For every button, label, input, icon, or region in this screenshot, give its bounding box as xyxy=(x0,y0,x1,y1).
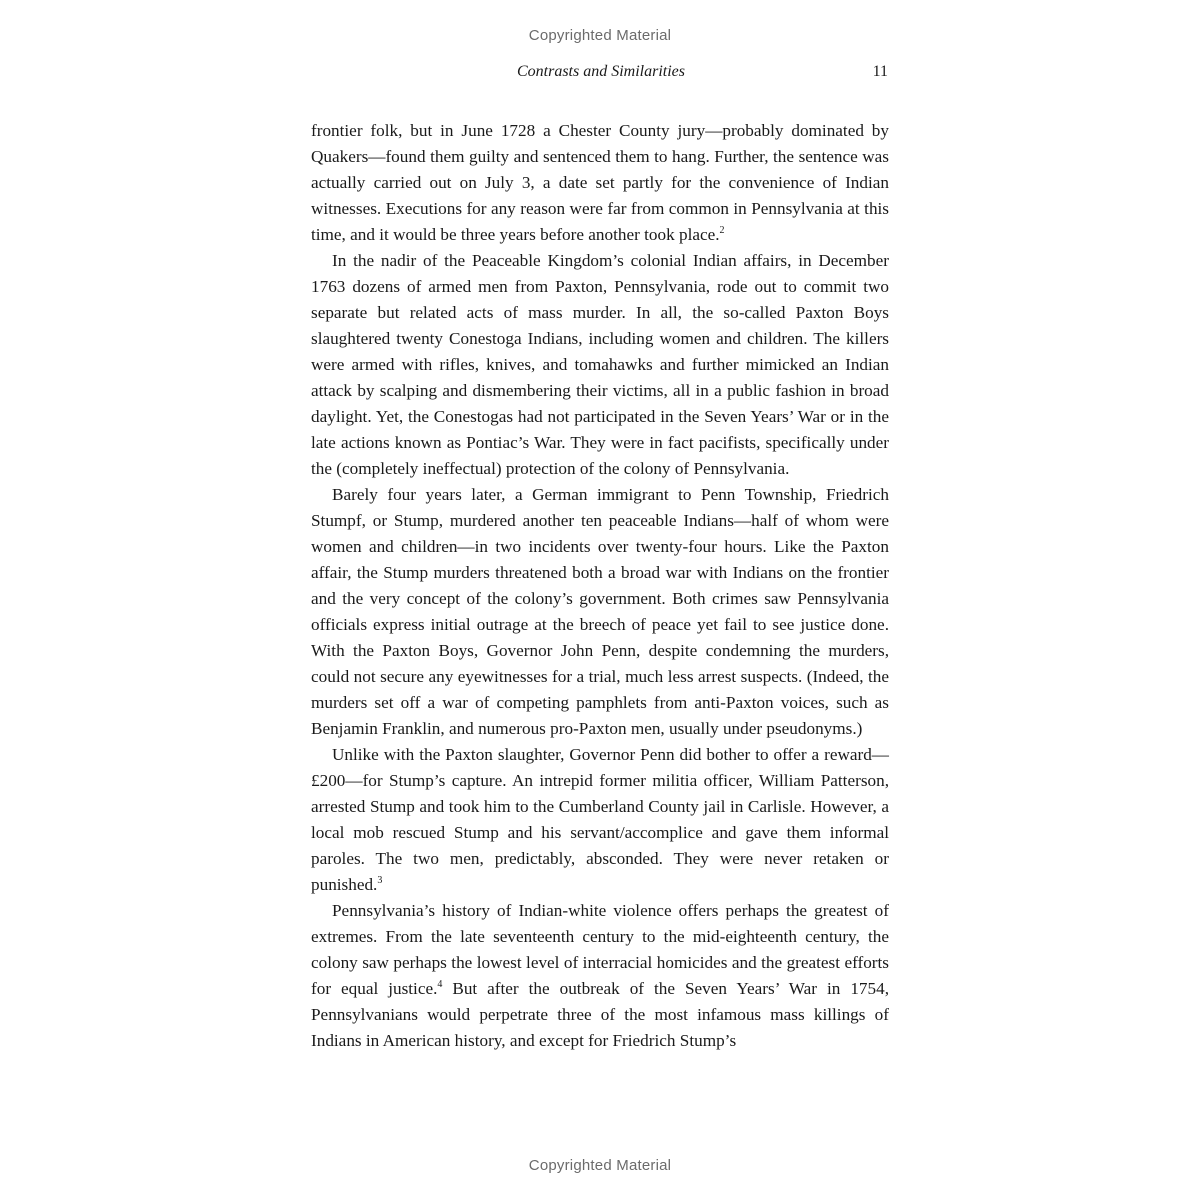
paragraph-2 xyxy=(311,248,889,482)
paragraph-text: frontier folk, but in June 1728 a Chester County jury—probably dominated by Quakers—found them guilty and sentenced them to hang. Further, the sentence was actually carried out on July 3, a date set partly for the convenience of Indian witnesses. Executions for any reason were far from common in Pennsylvania at this time, and it would be three years before another took place. xyxy=(311,121,889,244)
paragraph-text: But after the outbreak of the Seven Years’ War in 1754, Pennsylvanians would perpetrate three of the most infamous mass killings of Indians in American history, and except for Friedrich Stump’s xyxy=(311,979,889,1050)
paragraph-text: In the nadir of the Peaceable Kingdom’s colonial Indian affairs, in December 1763 dozens of armed men from Paxton, Pennsylvania, rode out to commit two separate but related acts of mass murder. In all, the so-called Paxton Boys slaughtered twenty Conestoga Indians, including women and children. The killers were armed with rifles, knives, and tomahawks and further mimicked an Indian attack by scalping and dismembering their victims, all in a public fashion in broad daylight. Yet, the Conestogas had not participated in the Seven Years’ War or in the late actions known as Pontiac’s War. They were in fact pacifists, specifically under the (completely ineffectual) protection of the colony of Pennsylvania. xyxy=(311,251,889,478)
paragraph-text: Pennsylvania’s history of Indian-white violence offers perhaps the greatest of extremes. From the late seventeenth century to the mid-eighteenth century, the colony saw perhaps the lowest level of interracial homicides and the greatest efforts for equal justice. xyxy=(311,901,889,998)
paragraph-1 xyxy=(311,118,889,248)
footnote-marker: 3 xyxy=(377,875,383,886)
paragraph-3 xyxy=(311,482,889,742)
running-title: Contrasts and Similarities xyxy=(516,63,686,80)
body-text xyxy=(311,118,889,1054)
running-head xyxy=(312,63,890,85)
paragraph-text: Barely four years later, a German immigrant to Penn Township, Friedrich Stumpf, or Stump, murdered another ten peaceable Indians—half of whom were women and children—in two incidents over twenty-four hours. Like the Paxton affair, the Stump murders threatened both a broad war with Indians on the frontier and the very concept of the colony’s government. Both crimes saw Pennsylvania officials express initial outrage at the breech of peace yet fail to see justice done. With the Paxton Boys, Governor John Penn, despite condemning the murders, could not secure any eyewitnesses for a trial, much less arrest suspects. (Indeed, the murders set off a war of competing pamphlets from anti-Paxton voices, such as Benjamin Franklin, and numerous pro-Paxton men, usually under pseudonyms.) xyxy=(311,485,889,738)
copyright-watermark-top: Copyrighted Material xyxy=(528,27,672,44)
copyright-watermark-bottom: Copyrighted Material xyxy=(528,1157,672,1174)
footnote-marker: 4 xyxy=(437,979,443,990)
paragraph-text: Unlike with the Paxton slaughter, Governor Penn did bother to offer a reward—£200—for Stump’s capture. An intrepid former militia officer, William Patterson, arrested Stump and took him to the Cumberland County jail in Carlisle. However, a local mob rescued Stump and his servant/accomplice and gave them informal paroles. The two men, predictably, absconded. They were never retaken or punished. xyxy=(311,745,889,894)
paragraph-4 xyxy=(311,742,889,898)
page-number: 11 xyxy=(872,63,888,80)
paragraph-5 xyxy=(311,898,889,1054)
footnote-marker: 2 xyxy=(719,225,725,236)
